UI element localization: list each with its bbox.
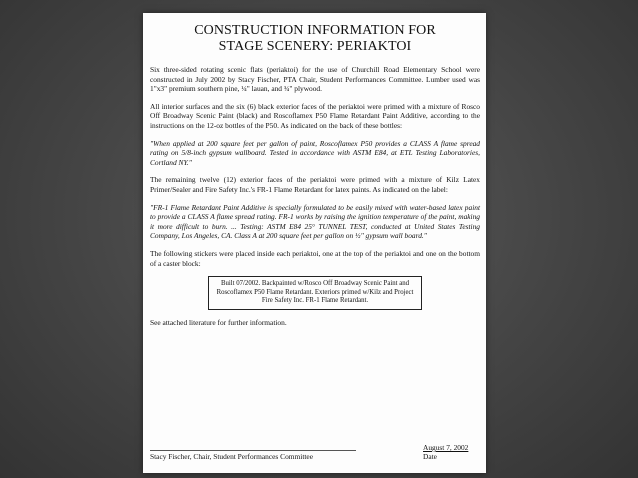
date-value: August 7, 2002 [423, 443, 469, 452]
quote-fr1: "FR-1 Flame Retardant Paint Additive is specially formulated to be easily mixed with water-based latex paint to provide a CLASS A flame spread rating. FR-1 works by raising the ignition temperature of the paint, making it more difficult to burn. ... Testing: ASTM E84 25° TUNNEL TEST, conducted at United States Testing Company, Los Angeles, CA. Class A at 200 square feet per gallon on ½" gypsum wall board." [150, 202, 480, 241]
document-page [143, 13, 486, 473]
paragraph-stickers: The following stickers were placed inside each periaktoi, one at the top of the periaktoi and one on the bottom of a caster block: [150, 248, 480, 268]
signature-line [150, 450, 356, 451]
signature-name: Stacy Fischer, Chair, Student Performances Committee [150, 452, 313, 461]
document-title [150, 23, 480, 55]
signature-area [150, 443, 479, 461]
quote-p50: "When applied at 200 square feet per gallon of paint, Roscoflamex P50 provides a CLASS A flame spread rating on 5/8-inch gypsum wallboard. Tested in accordance with ASTM E84, at ETL Testing Laboratories, Cortland NY." [150, 138, 480, 167]
paragraph-interior-priming: All interior surfaces and the six (6) black exterior faces of the periaktoi were primed with a mixture of Rosco Off Broadway Scenic Paint (black) and Roscoflamex P50 Flame Retardant Paint Additive, according to the instructions on the 12-oz bottles of the P50. As indicated on the back of these bottles: [150, 101, 480, 130]
sticker-line: Built 07/2002. Backpainted w/Rosco Off Broadway Scenic Paint and [220, 280, 410, 288]
date-block [423, 443, 479, 461]
sticker-box [208, 276, 422, 310]
paragraph-closing: See attached literature for further information. [150, 317, 287, 327]
signature-block [150, 450, 356, 461]
title-line-2: STAGE SCENERY: PERIAKTOI [218, 39, 412, 54]
title-line-1: CONSTRUCTION INFORMATION FOR [194, 23, 436, 38]
paragraph-exterior-priming: The remaining twelve (12) exterior faces of the periaktoi were primed with a mixture of Kilz Latex Primer/Sealer and Fire Safety Inc.'s FR-1 Flame Retardant for latex paints. As indicated on the label: [150, 175, 480, 194]
date-label: Date [423, 452, 437, 461]
paragraph-intro: Six three-sided rotating scenic flats (periaktoi) for the use of Churchill Road Elementary School were constructed in July 2002 by Stacy Fischer, PTA Chair, Student Performances Committee. Lumber used was 1"x3" premium southern pine, ¼" lauan, and ¾" plywood. [150, 65, 480, 94]
sticker-line: Roscoflamex P50 Flame Retardant. Exteriors primed w/Kilz and Project [216, 288, 414, 296]
sticker-line: Fire Safety Inc. FR-1 Flame Retardant. [261, 297, 369, 305]
